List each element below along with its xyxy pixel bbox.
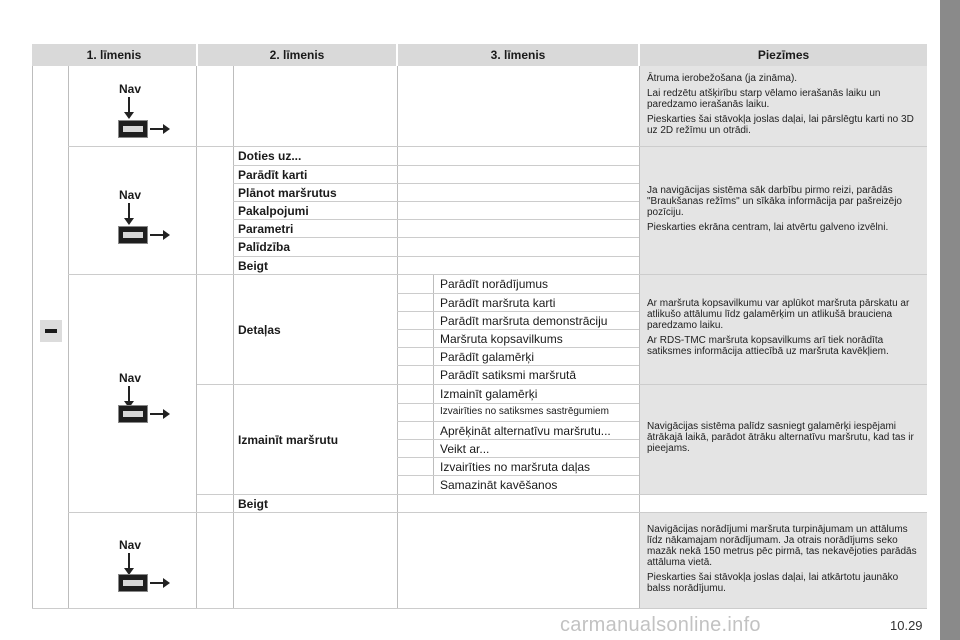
row-divider (397, 457, 639, 458)
nav-label: Nav (118, 82, 141, 96)
header-level2: 2. līmenis (198, 44, 396, 66)
right-arrow-icon (150, 234, 164, 236)
submenu-item[interactable]: Veikt ar... (440, 442, 490, 456)
table-border-col3 (233, 66, 234, 608)
table-border-bottom (32, 608, 927, 609)
note-text: Navigācijas sistēma palīdz sasniegt galamērķi iespējami ātrākajā laikā, parādot ātrāku alternatīvu maršrutu, kad tas ir pieejams. (647, 421, 914, 454)
notes-section4 (640, 513, 927, 608)
nav-label: Nav (118, 188, 141, 202)
menu-item-change-route[interactable]: Izmainīt maršrutu (238, 433, 339, 447)
submenu-item[interactable]: Parādīt norādījumus (440, 277, 549, 291)
row-divider (397, 439, 639, 440)
row-divider (397, 365, 639, 366)
row-divider (233, 219, 639, 220)
submenu-item[interactable]: Parādīt maršruta karti (440, 296, 556, 310)
note-text: Lai redzētu atšķirību starp vēlamo ierašanās laiku un paredzamo ierašanās laiku. (647, 87, 881, 110)
nav-label: Nav (118, 538, 141, 552)
nav-button-icon (118, 405, 148, 423)
submenu-item[interactable]: Aprēķināt alternatīvu maršrutu... (440, 424, 611, 438)
page-number: 10.29 (890, 618, 923, 633)
nav-block-4 (100, 536, 160, 596)
row-divider (397, 475, 639, 476)
table-border-col4 (397, 66, 398, 608)
down-arrow-icon (128, 386, 130, 402)
menu-item-services[interactable]: Pakalpojumi (238, 204, 309, 218)
menu-item-settings[interactable]: Parametri (238, 222, 294, 236)
row-divider (233, 256, 639, 257)
down-arrow-icon (128, 203, 130, 219)
notes-change-route (640, 385, 927, 494)
nav-block-1 (100, 80, 160, 140)
menu-item-show-map[interactable]: Parādīt karti (238, 168, 308, 182)
submenu-item[interactable]: Izmainīt galamērķi (440, 387, 538, 401)
submenu-item[interactable]: Parādīt satiksmi maršrutā (440, 368, 577, 382)
menu-item-plan-routes[interactable]: Plānot maršrutus (238, 186, 337, 200)
note-text: Pieskarties šai stāvokļa joslas daļai, lai atkārtotu jaunāko balss norādījumu. (647, 571, 899, 594)
row-divider (233, 183, 639, 184)
header-level3: 3. līmenis (398, 44, 638, 66)
row-divider (233, 237, 639, 238)
right-arrow-icon (150, 128, 164, 130)
nav-button-icon (118, 574, 148, 592)
submenu-item[interactable]: Parādīt galamērķi (440, 350, 535, 364)
watermark: carmanualsonline.info (560, 614, 761, 636)
row-divider (233, 165, 639, 166)
submenu-item[interactable]: Izvairīties no maršruta daļas (440, 460, 591, 474)
submenu-item[interactable]: Izvairīties no satiksmes sastrēgumiem (440, 406, 609, 417)
right-arrow-icon (150, 413, 164, 415)
row-divider (397, 421, 639, 422)
note-text: Pieskarties šai stāvokļa joslas daļai, lai pārslēgtu karti no 3D uz 2D režīmu un otrādi. (647, 113, 914, 136)
nav-block-2 (100, 186, 160, 246)
side-marker-icon (40, 320, 62, 342)
row-divider (233, 201, 639, 202)
header-level1: 1. līmenis (32, 44, 196, 66)
down-arrow-icon (128, 553, 130, 569)
row-divider (197, 494, 927, 495)
note-text: Navigācijas norādījumi maršruta turpinājumam un attālums līdz nākamajam norādījumam. Ja otrais norādījums seko mazāk nekā 150 metrus pēc pirmā, tas nekavējoties parādās attāluma vietā. (647, 523, 917, 568)
header-notes: Piezīmes (640, 44, 927, 66)
note-text: Ar RDS-TMC maršruta kopsavilkums arī tiek norādīta satiksmes informācija attiecībā uz maršruta kavēkļiem. (647, 335, 889, 357)
chapter-tab (940, 0, 960, 640)
nav-block-3 (100, 369, 160, 429)
row-divider (397, 311, 639, 312)
row-divider (397, 403, 639, 404)
menu-item-goto[interactable]: Doties uz... (238, 149, 302, 163)
table-border-col1 (68, 66, 69, 608)
submenu-item[interactable]: Samazināt kavēšanos (440, 478, 558, 492)
note-text: Pieskarties ekrāna centram, lai atvērtu galveno izvēlni. (647, 221, 889, 233)
down-arrow-icon (128, 97, 130, 113)
table-border-left (32, 66, 33, 608)
submenu-item[interactable]: Maršruta kopsavilkums (440, 332, 563, 346)
notes-section1 (640, 66, 927, 146)
menu-item-details[interactable]: Detaļas (238, 323, 281, 337)
menu-item-exit[interactable]: Beigt (238, 259, 268, 273)
nav-button-icon (118, 120, 148, 138)
menu-item-exit-2[interactable]: Beigt (238, 497, 268, 511)
nav-button-icon (118, 226, 148, 244)
notes-details (640, 275, 927, 384)
note-text: Ātruma ierobežošana (ja zināma). (647, 72, 798, 84)
row-divider (397, 347, 639, 348)
right-arrow-icon (150, 582, 164, 584)
notes-section2 (640, 147, 927, 274)
menu-item-help[interactable]: Palīdzība (238, 240, 291, 254)
row-divider (397, 293, 639, 294)
table-border-col2 (196, 66, 197, 608)
nav-label: Nav (118, 371, 141, 385)
submenu-item[interactable]: Parādīt maršruta demonstrāciju (440, 314, 608, 328)
note-text: Ja navigācijas sistēma sāk darbību pirmo reizi, parādās "Braukšanas režīms" un sīkāka informācija par pašreizējo pozīciju. (647, 184, 902, 218)
note-text: Ar maršruta kopsavilkumu var aplūkot maršruta pārskatu ar atlikušo attālumu līdz galamērķim un atlikušā brauciena paredzamo laiku. (647, 298, 910, 331)
row-divider (397, 329, 639, 330)
